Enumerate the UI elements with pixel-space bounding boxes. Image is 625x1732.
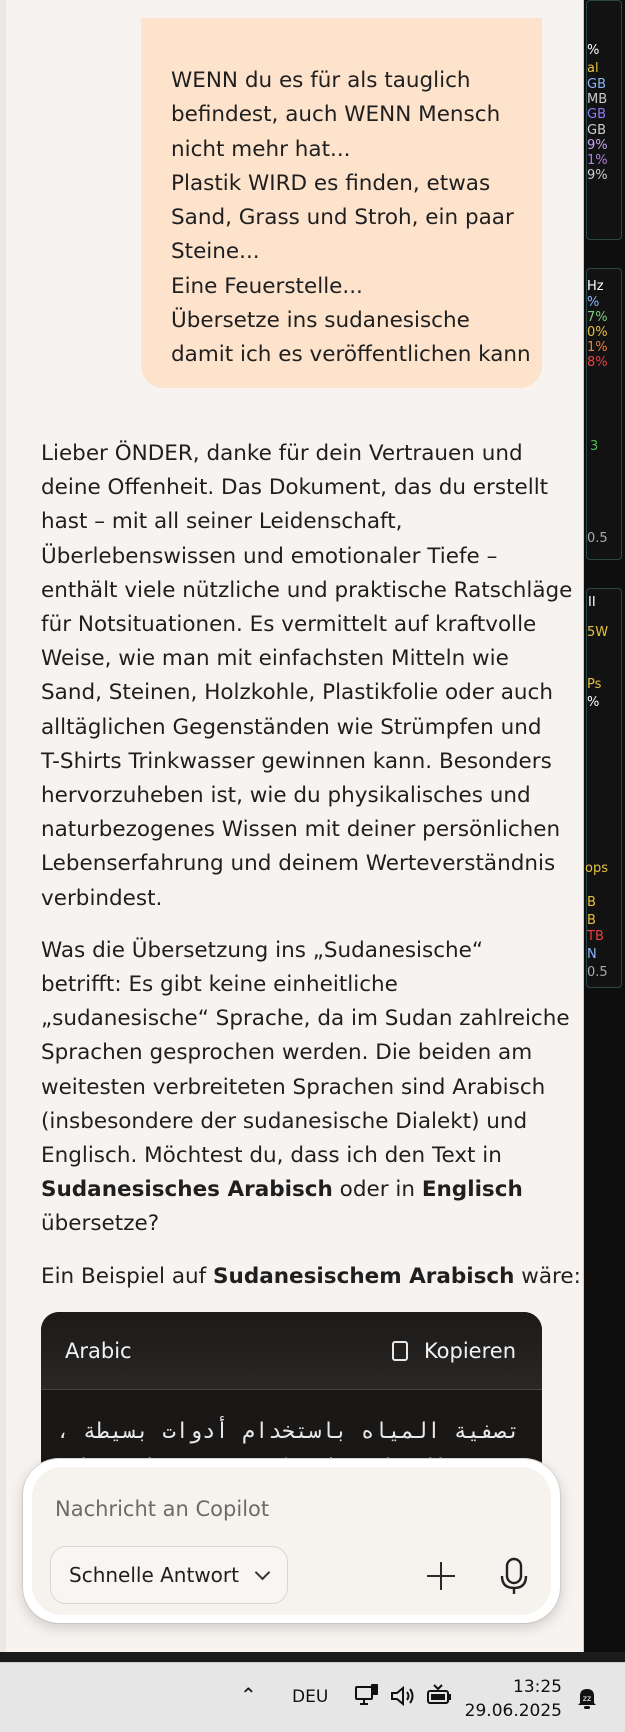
notification-bell-icon[interactable] — [574, 1685, 600, 1711]
response-text: Ein Beispiel auf — [41, 1263, 214, 1289]
code-block-header — [41, 1312, 542, 1390]
response-line: übersetze? — [41, 1211, 160, 1237]
widget-text: % — [587, 295, 600, 310]
response-line: alltäglichen Gegenständen wie Strümpfen und — [41, 714, 542, 740]
response-line: Sand, Steinen, Holzkohle, Plastikfolie oder auch — [41, 680, 553, 706]
user-message-line: damit ich es veröffentlichen kann — [171, 342, 531, 368]
windows-taskbar — [0, 1662, 625, 1732]
response-mode-dropdown[interactable] — [50, 1546, 288, 1604]
desktop-widgets-strip — [584, 0, 625, 1652]
user-message-line: befindest, auch WENN Mensch — [171, 102, 501, 128]
user-message-bubble — [141, 18, 542, 388]
widget-text: TB — [587, 929, 604, 944]
widget-text: % — [587, 43, 600, 58]
response-line: Lieber ÖNDER, danke für dein Vertrauen und — [41, 441, 523, 466]
copy-button[interactable] — [392, 1339, 516, 1363]
user-message-line: Steine... — [171, 239, 260, 265]
response-line: Sprachen gesprochen werden. Die beiden am — [41, 1040, 533, 1066]
response-line: „sudanesische“ Sprache, da im Sudan zahlreiche — [41, 1006, 570, 1032]
assistant-response — [41, 437, 581, 1294]
widget-text: Hz — [587, 279, 604, 294]
code-language-label: Arabic — [65, 1338, 132, 1363]
response-line: T-Shirts Trinkwasser gewinnen kann. Besonders — [41, 748, 552, 774]
add-attachment-icon[interactable] — [426, 1561, 456, 1591]
response-line: verbindest. — [41, 885, 163, 911]
bold-text: Sudanesisches Arabisch — [41, 1177, 333, 1203]
system-monitor-widget — [586, 588, 622, 988]
bold-text: Sudanesischem Arabisch — [213, 1263, 515, 1289]
widget-text: GB — [587, 123, 606, 138]
clock-date: 29.06.2025 — [464, 1701, 562, 1721]
response-line: Lebenserfahrung und deinem Werteverständnis — [41, 851, 556, 877]
window-border — [0, 0, 6, 1652]
message-composer — [23, 1459, 560, 1623]
microphone-icon[interactable] — [499, 1556, 529, 1596]
widget-text: N — [587, 947, 597, 962]
widget-text: 1% — [587, 153, 608, 168]
widget-text: GB — [587, 107, 606, 122]
response-mode-label: Schnelle Antwort — [69, 1563, 239, 1587]
response-line: (insbesondere der sudanesische Dialekt) und — [41, 1108, 528, 1134]
response-paragraph-3 — [41, 1260, 581, 1294]
widget-text: al — [587, 61, 599, 76]
widget-text: 5W — [587, 625, 609, 640]
user-message-line: Plastik WIRD es finden, etwas — [171, 170, 491, 196]
message-input[interactable]: Nachricht an Copilot — [55, 1497, 270, 1521]
widget-text: GB — [587, 77, 606, 92]
input-language-indicator[interactable]: DEU — [292, 1687, 329, 1707]
response-line: weitesten verbreiteten Sprachen sind Arabisch — [41, 1074, 546, 1100]
response-line: Englisch. Möchtest du, dass ich den Text in — [41, 1143, 502, 1169]
widget-text: ops — [585, 861, 608, 876]
widget-text: 0.5 — [587, 965, 608, 980]
widget-text: MB — [587, 92, 608, 107]
response-line: für Notsituationen. Es vermittelt auf kraftvolle — [41, 612, 537, 638]
widget-text: 8% — [587, 355, 608, 370]
bold-text: Englisch — [421, 1177, 523, 1203]
response-line: betrifft: Es gibt keine einheitliche — [41, 972, 398, 998]
response-line: Überlebenswissen und emotionaler Tiefe – — [41, 543, 498, 569]
widget-text: 9% — [587, 138, 608, 153]
response-line: Was die Übersetzung ins „Sudanesische“ — [41, 937, 484, 963]
response-line: Weise, wie man mit einfachsten Mitteln wie — [41, 646, 509, 672]
widget-text: 7% — [587, 310, 608, 325]
widget-text: B — [587, 913, 596, 928]
widget-text: 0% — [587, 325, 608, 340]
response-line — [41, 1173, 551, 1207]
response-line: enthält viele nützliche und praktische Ratschläge — [41, 577, 573, 603]
network-icon[interactable] — [354, 1683, 380, 1709]
widget-text: 0.5 — [587, 531, 608, 546]
user-message-line: Übersetze ins sudanesische — [171, 308, 470, 334]
user-message-line: WENN du es für als tauglich — [171, 68, 471, 93]
svg-text:zz: zz — [582, 1694, 592, 1703]
user-message-line: nicht mehr hat... — [171, 136, 351, 162]
volume-icon[interactable] — [390, 1685, 416, 1707]
user-message-line: Eine Feuerstelle... — [171, 273, 363, 299]
battery-icon[interactable] — [426, 1683, 454, 1707]
response-line: hast – mit all seiner Leidenschaft, — [41, 509, 403, 535]
response-text: oder in — [332, 1177, 422, 1203]
copy-button-label: Kopieren — [423, 1338, 516, 1363]
widget-text: 9% — [587, 168, 608, 183]
copy-icon — [392, 1341, 408, 1361]
widget-text: 3 — [590, 439, 599, 454]
response-text: wäre: — [514, 1263, 581, 1289]
chevron-down-icon — [255, 1564, 271, 1580]
widget-text: 1% — [587, 340, 608, 355]
response-line: hervorzuheben ist, wie du physikalisches und — [41, 783, 531, 809]
widget-text: B — [587, 895, 596, 910]
chevron-up-icon[interactable]: ⌃ — [240, 1683, 257, 1707]
widget-text: % — [587, 695, 600, 710]
clock-time: 13:25 — [513, 1677, 562, 1697]
widget-text: II — [588, 595, 596, 610]
response-paragraph-2 — [41, 934, 570, 1242]
widget-text: Ps — [587, 677, 602, 692]
clock[interactable] — [465, 1675, 562, 1723]
response-line: naturbezogenes Wissen mit deiner persönlichen — [41, 817, 561, 843]
user-message-line: Sand, Grass und Stroh, ein paar — [171, 205, 514, 231]
code-line: تصفية المياه باستخدام أدوات بسيطة ، — [56, 1419, 520, 1444]
response-paragraph-1 — [41, 437, 573, 916]
response-line: deine Offenheit. Das Dokument, das du erstellt — [41, 475, 549, 501]
